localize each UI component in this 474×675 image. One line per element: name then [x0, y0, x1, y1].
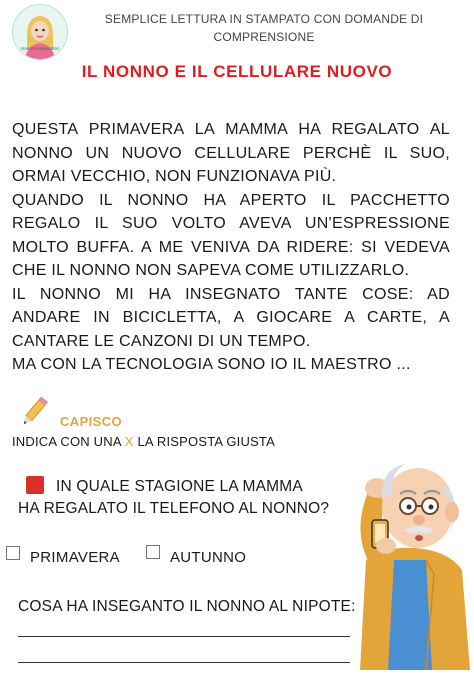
passage-paragraph: QUANDO IL NONNO HA APERTO IL PACCHETTO REGALO IL SUO VOLTO AVEVA UN'ESPRESSIONE MOLTO BUFFA. A ME VENIVA DA RIDERE: SI VEDEVA CHE IL NONNO NON SAPEVA COME UTILIZZARLO. — [12, 191, 450, 279]
option-autunno: AUTUNNO — [170, 549, 247, 566]
subtitle-line-2: COMPRENSIONE — [213, 30, 315, 44]
passage-paragraph: QUESTA PRIMAVERA LA MAMMA HA REGALATO AL NONNO UN NUOVO CELLULARE PERCHÈ IL SUO, ORMAI VECCHIO, NON FUNZIONAVA PIÙ. — [12, 121, 450, 185]
answer-line[interactable] — [18, 636, 350, 637]
section-heading: CAPISCO — [60, 414, 123, 429]
option-primavera: PRIMAVERA — [30, 549, 120, 566]
instruction-text: INDICA CON UNA — [12, 434, 125, 449]
logo — [12, 4, 68, 60]
passage-paragraph: MA CON LA TECNOLOGIA SONO IO IL MAESTRO ... — [12, 356, 411, 373]
question-1-line-1: IN QUALE STAGIONE LA MAMMA — [56, 478, 303, 495]
instruction — [12, 434, 275, 449]
pencil-icon — [16, 394, 52, 430]
reading-passage — [12, 118, 450, 377]
question-1-line-2: HA REGALATO IL TELEFONO AL NONNO? — [18, 500, 330, 517]
answer-checkbox-primavera[interactable] — [6, 546, 20, 560]
instruction-text: LA RISPOSTA GIUSTA — [133, 434, 275, 449]
grandpa-with-phone-icon — [330, 442, 474, 670]
logo-text: maestra inspiration — [20, 46, 60, 51]
answer-checkbox-autunno[interactable] — [146, 545, 160, 559]
x-mark: X — [124, 434, 134, 449]
answer-line[interactable] — [18, 662, 350, 663]
passage-paragraph: IL NONNO MI HA INSEGNATO TANTE COSE: AD ANDARE IN BICICLETTA, A GIOCARE A CARTE, A CANTARE LE CANZONI DI UN TEMPO. — [12, 285, 450, 350]
subtitle-line-1: SEMPLICE LETTURA IN STAMPATO CON DOMANDE DI — [104, 12, 424, 26]
page-title: IL NONNO E IL CELLULARE NUOVO — [81, 62, 393, 81]
question-2: COSA HA INSEGANTO IL NONNO AL NIPOTE: — [18, 598, 356, 615]
page-subtitle — [80, 10, 448, 46]
